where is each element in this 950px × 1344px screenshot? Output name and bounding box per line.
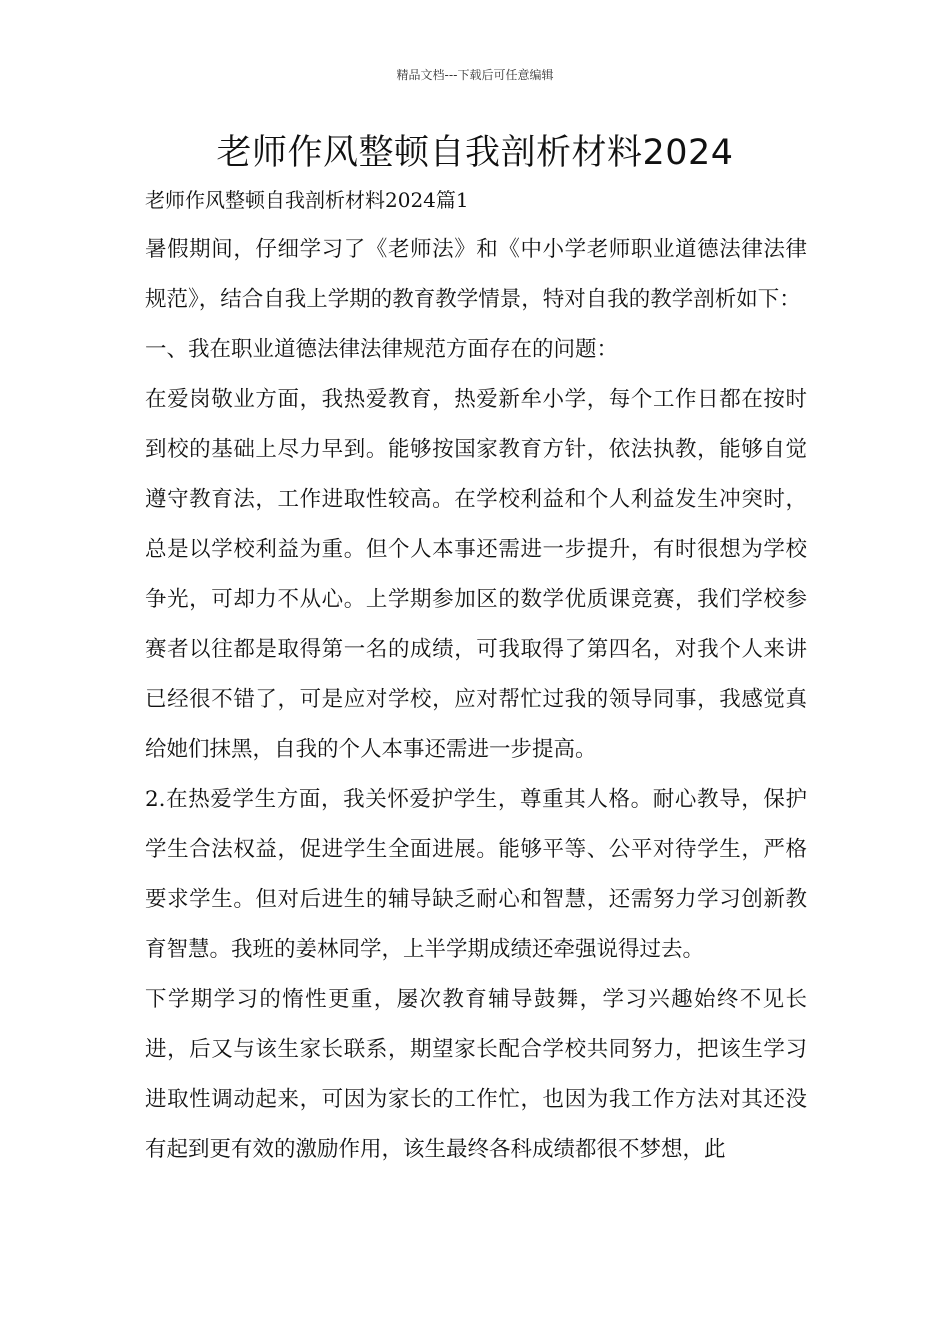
paragraph-section-heading: 一、我在职业道德法律法律规范方面存在的问题： [145,337,619,362]
document-title: 老师作风整顿自我剖析材料2024 [216,133,734,173]
paragraph-intro: 暑假期间，仔细学习了《老师法》和《中小学老师职业道德法律法律规范》，结合自我上学期的教育教学情景，特对自我的教学剖析如下： [145,237,807,312]
document-body [145,225,807,1175]
paragraph-follow-up: 下学期学习的惰性更重，屡次教育辅导鼓舞，学习兴趣始终不见长进，后又与该生家长联系，期望家长配合学校共同努力，把该生学习进取性调动起来，可因为家长的工作忙，也因为我工作方法对其还没有起到更有效的激励作用，该生最终各科成绩都很不梦想，此 [145,987,807,1162]
paragraph-students: 2.在热爱学生方面，我关怀爱护学生，尊重其人格。耐心教导，保护学生合法权益，促进学生全面进展。能够平等、公平对待学生，严格要求学生。但对后进生的辅导缺乏耐心和智慧，还需努力学习创新教育智慧。我班的姜林同学，上半学期成绩还牵强说得过去。 [145,787,807,962]
header-note: 精品文档---下载后可任意编辑 [396,68,554,82]
paragraph-dedication: 在爱岗敬业方面，我热爱教育，热爱新牟小学，每个工作日都在按时到校的基础上尽力早到。能够按国家教育方针，依法执教，能够自觉遵守教育法，工作进取性较高。在学校利益和个人利益发生冲突时，总是以学校利益为重。但个人本事还需进一步提升，有时很想为学校争光，可却力不从心。上学期参加区的数学优质课竞赛，我们学校参赛者以往都是取得第一名的成绩，可我取得了第四名，对我个人来讲已经很不错了，可是应对学校，应对帮忙过我的领导同事，我感觉真给她们抹黑，自我的个人本事还需进一步提高。 [145,387,807,762]
document-subtitle: 老师作风整顿自我剖析材料2024篇1 [145,188,469,212]
